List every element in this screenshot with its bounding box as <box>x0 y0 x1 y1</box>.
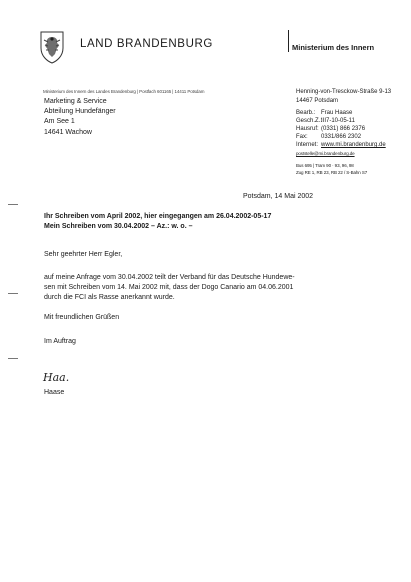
recipient-line: Marketing & Service <box>44 98 107 105</box>
on-behalf: Im Auftrag <box>44 338 76 345</box>
recipient-line: Abteilung Hundefänger <box>44 108 116 115</box>
state-title: LAND BRANDENBURG <box>80 38 213 50</box>
signature: Haa. <box>43 371 70 384</box>
transport-info: Zug RE 1, RB 23, RB 22 / S-Bahn S7 <box>296 170 368 175</box>
ministry-title: Ministerium des Innern <box>292 43 375 52</box>
sender-street: Henning-von-Tresckow-Straße 9-13 <box>296 89 392 95</box>
body-line: auf meine Anfrage vom 30.04.2002 teilt der Verband für das Deutsche Hundewe- <box>44 274 295 281</box>
fold-mark <box>8 358 18 359</box>
body-line: sen mit Schreiben vom 14. Mai 2002 mit, dass der Dogo Canario am 04.06.2001 <box>44 284 294 291</box>
closing: Mit freundlichen Grüßen <box>44 314 120 321</box>
email-link[interactable]: poststelle@mi.brandenburg.de <box>296 151 355 156</box>
contact-label: Bearb.: <box>296 110 316 116</box>
recipient-line: Am See 1 <box>44 118 75 125</box>
body-line: durch die FCI als Rasse anerkannt wurde. <box>44 294 175 301</box>
signer-name: Haase <box>44 389 65 396</box>
contact-label: Gesch.Z.: <box>296 118 323 124</box>
contact-label: Internet: <box>296 142 319 148</box>
letter-date: Potsdam, 14 Mai 2002 <box>243 193 314 200</box>
subject-line: Ihr Schreiben vom April 2002, hier eingegangen am 26.04.2002-05-17 <box>44 213 272 220</box>
contact-label: Hausruf: <box>296 126 319 132</box>
contact-value: (0331) 866 2376 <box>321 126 366 132</box>
contact-value: Frau Haase <box>321 110 353 116</box>
fold-mark <box>8 293 18 294</box>
transport-info: Bus 695 | Tram 90 · 93, 96, 98 <box>296 163 354 168</box>
return-address: Ministerium des Innern des Landes Brandenburg | Postfach 601165 | 14411 Potsdam <box>43 89 205 94</box>
sender-city: 14467 Potsdam <box>296 98 339 104</box>
contact-value: 0331/866 2302 <box>321 134 362 140</box>
fold-mark <box>8 204 18 205</box>
contact-label: Fax: <box>296 134 308 140</box>
header-divider <box>288 30 289 52</box>
recipient-line: 14641 Wachow <box>44 129 92 136</box>
subject-line: Mein Schreiben vom 30.04.2002 – Az.: w. o. – <box>44 223 193 230</box>
contact-value: III7-10-05-11 <box>321 118 355 124</box>
website-link[interactable]: www.mi.brandenburg.de <box>321 142 386 148</box>
coat-of-arms-icon <box>37 30 67 64</box>
salutation: Sehr geehrter Herr Egler, <box>44 251 123 258</box>
